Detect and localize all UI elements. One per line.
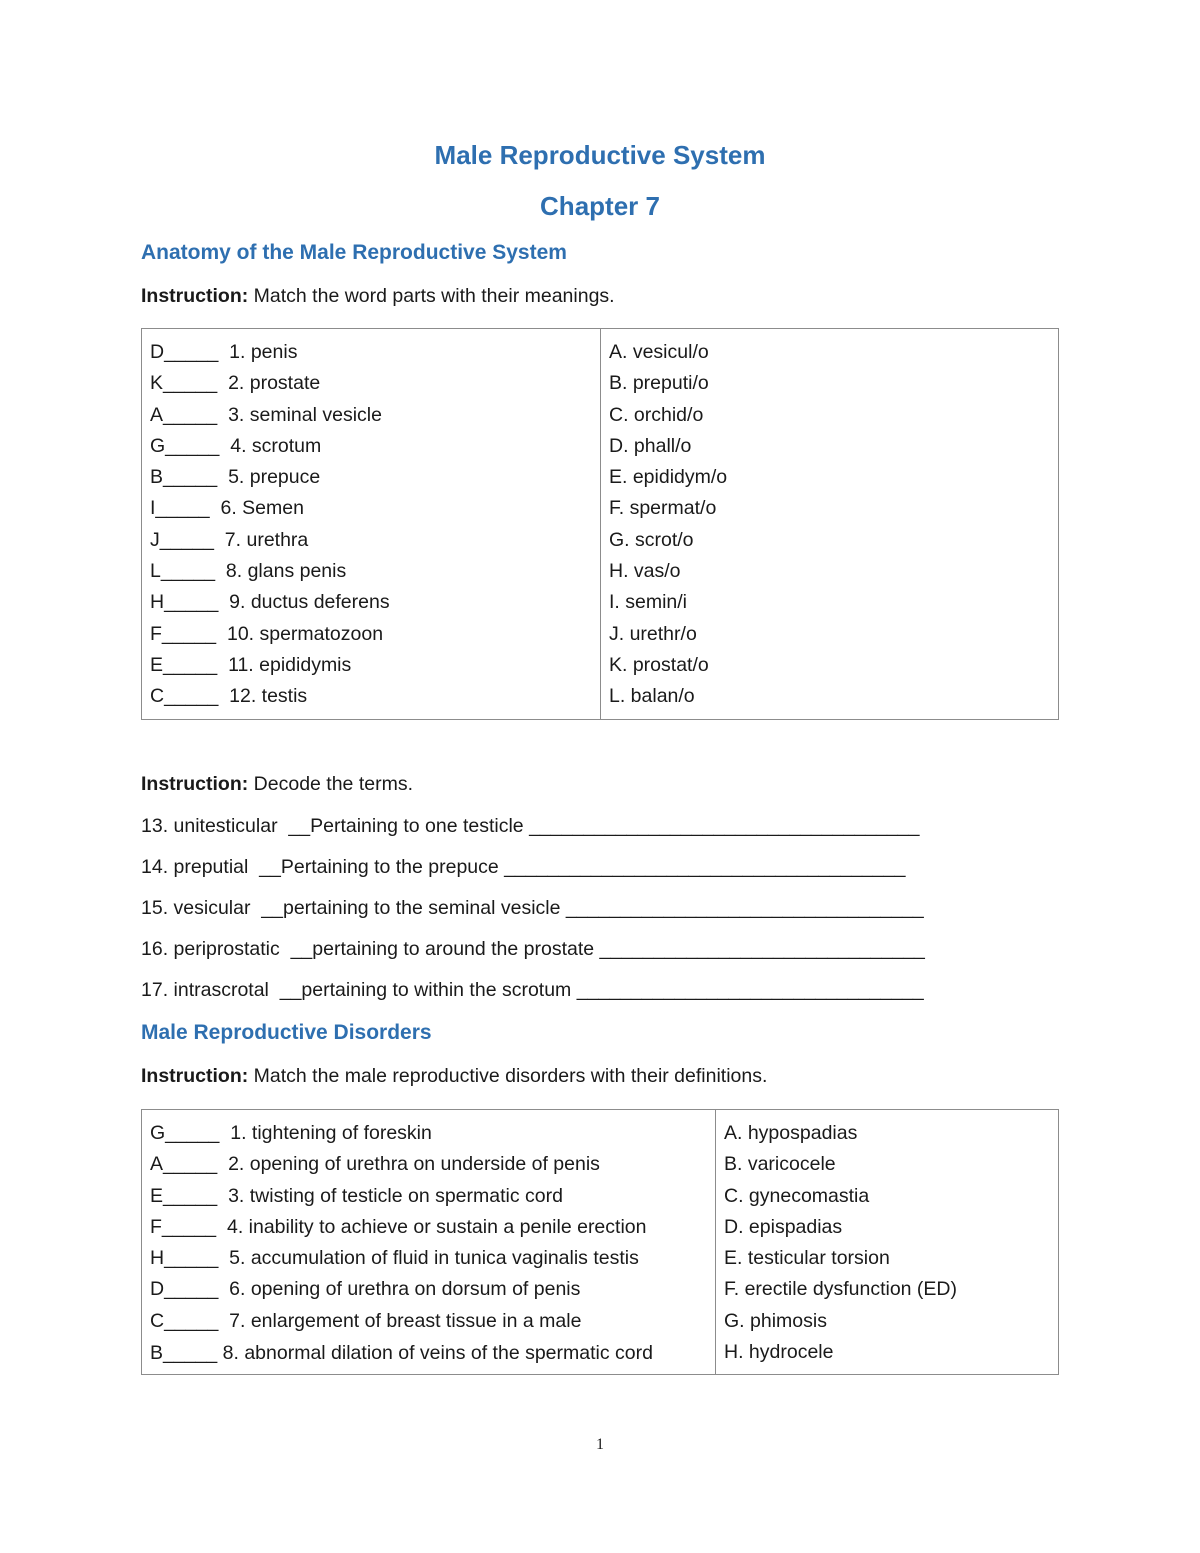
anatomy-term: D_____ 1. penis: [150, 341, 298, 363]
instruction-text: Decode the terms.: [248, 773, 413, 795]
anatomy-matching-table: [141, 328, 1059, 720]
disorder-definitions-column: [142, 1110, 716, 1375]
disorders-matching-table: [141, 1109, 1059, 1375]
word-part: F. spermat/o: [609, 497, 717, 520]
decode-item: 17. intrascrotal __pertaining to within the scrotum ________________________________: [141, 979, 924, 1001]
word-part: C. orchid/o: [609, 403, 704, 426]
anatomy-instruction: [141, 285, 615, 308]
disorder-name: F. erectile dysfunction (ED): [724, 1278, 958, 1301]
disorder-name: H. hydrocele: [724, 1341, 834, 1364]
disorder-definition: C_____ 7. enlargement of breast tissue in a male: [150, 1309, 582, 1332]
word-part: G. scrot/o: [609, 528, 694, 551]
word-part: A. vesicul/o: [609, 341, 709, 363]
disorder-name: C. gynecomastia: [724, 1184, 870, 1207]
chapter-title: Chapter 7: [540, 191, 660, 221]
disorder-definition: G_____ 1. tightening of foreskin: [150, 1122, 432, 1144]
disorder-definition: F_____ 4. inability to achieve or sustain a penile erection: [150, 1215, 647, 1238]
decode-instruction: [141, 773, 413, 796]
decode-item: 13. unitesticular __Pertaining to one testicle ____________________________________: [141, 815, 920, 837]
word-part: D. phall/o: [609, 434, 692, 457]
page-number: 1: [596, 1436, 604, 1453]
anatomy-term: C_____ 12. testis: [150, 685, 308, 708]
disorder-name: G. phimosis: [724, 1309, 827, 1332]
anatomy-term: G_____ 4. scrotum: [150, 434, 322, 457]
anatomy-term: L_____ 8. glans penis: [150, 560, 347, 583]
word-part: J. urethr/o: [609, 622, 697, 645]
anatomy-term: E_____ 11. epididymis: [150, 653, 352, 676]
anatomy-term: A_____ 3. seminal vesicle: [150, 403, 382, 426]
disorder-definition: H_____ 5. accumulation of fluid in tunica vaginalis testis: [150, 1247, 639, 1270]
disorder-name: B. varicocele: [724, 1153, 836, 1176]
document-title: Male Reproductive System: [434, 140, 766, 170]
disorders-heading: Male Reproductive Disorders: [141, 1021, 432, 1044]
word-part: I. semin/i: [609, 591, 688, 614]
instruction-label: Instruction:: [141, 285, 249, 307]
disorder-name: E. testicular torsion: [724, 1247, 890, 1270]
disorders-instruction: [141, 1065, 767, 1088]
anatomy-term: H_____ 9. ductus deferens: [150, 591, 390, 614]
word-part: L. balan/o: [609, 685, 695, 708]
anatomy-term: B_____ 5. prepuce: [150, 466, 321, 489]
instruction-text: Match the word parts with their meanings.: [248, 285, 615, 307]
word-part: H. vas/o: [609, 560, 681, 583]
decode-item: 14. preputial __Pertaining to the prepuce _____________________________________: [141, 856, 906, 878]
anatomy-terms-column: [142, 329, 601, 720]
decode-item: 15. vesicular __pertaining to the seminal vesicle _________________________________: [141, 897, 924, 919]
decode-item: 16. periprostatic __pertaining to around the prostate ______________________________: [141, 938, 925, 960]
instruction-text: Match the male reproductive disorders with their definitions.: [248, 1065, 768, 1087]
word-parts-column: [601, 329, 1059, 720]
instruction-label: Instruction:: [141, 773, 249, 795]
anatomy-heading: Anatomy of the Male Reproductive System: [141, 241, 567, 264]
anatomy-term: K_____ 2. prostate: [150, 372, 321, 395]
word-part: E. epididym/o: [609, 466, 728, 489]
disorder-definition: B_____ 8. abnormal dilation of veins of the spermatic cord: [150, 1342, 653, 1365]
anatomy-term: J_____ 7. urethra: [150, 528, 309, 551]
anatomy-term: F_____ 10. spermatozoon: [150, 622, 384, 645]
disorder-definition: E_____ 3. twisting of testicle on spermatic cord: [150, 1184, 563, 1207]
disorder-name: A. hypospadias: [724, 1122, 858, 1144]
word-part: K. prostat/o: [609, 653, 709, 676]
instruction-label: Instruction:: [141, 1065, 249, 1087]
anatomy-term: I_____ 6. Semen: [150, 497, 304, 520]
disorder-definition: A_____ 2. opening of urethra on underside of penis: [150, 1153, 600, 1176]
disorder-names-column: [716, 1110, 1059, 1375]
disorder-definition: D_____ 6. opening of urethra on dorsum of penis: [150, 1278, 581, 1301]
word-part: B. preputi/o: [609, 372, 709, 395]
disorder-name: D. epispadias: [724, 1215, 843, 1238]
